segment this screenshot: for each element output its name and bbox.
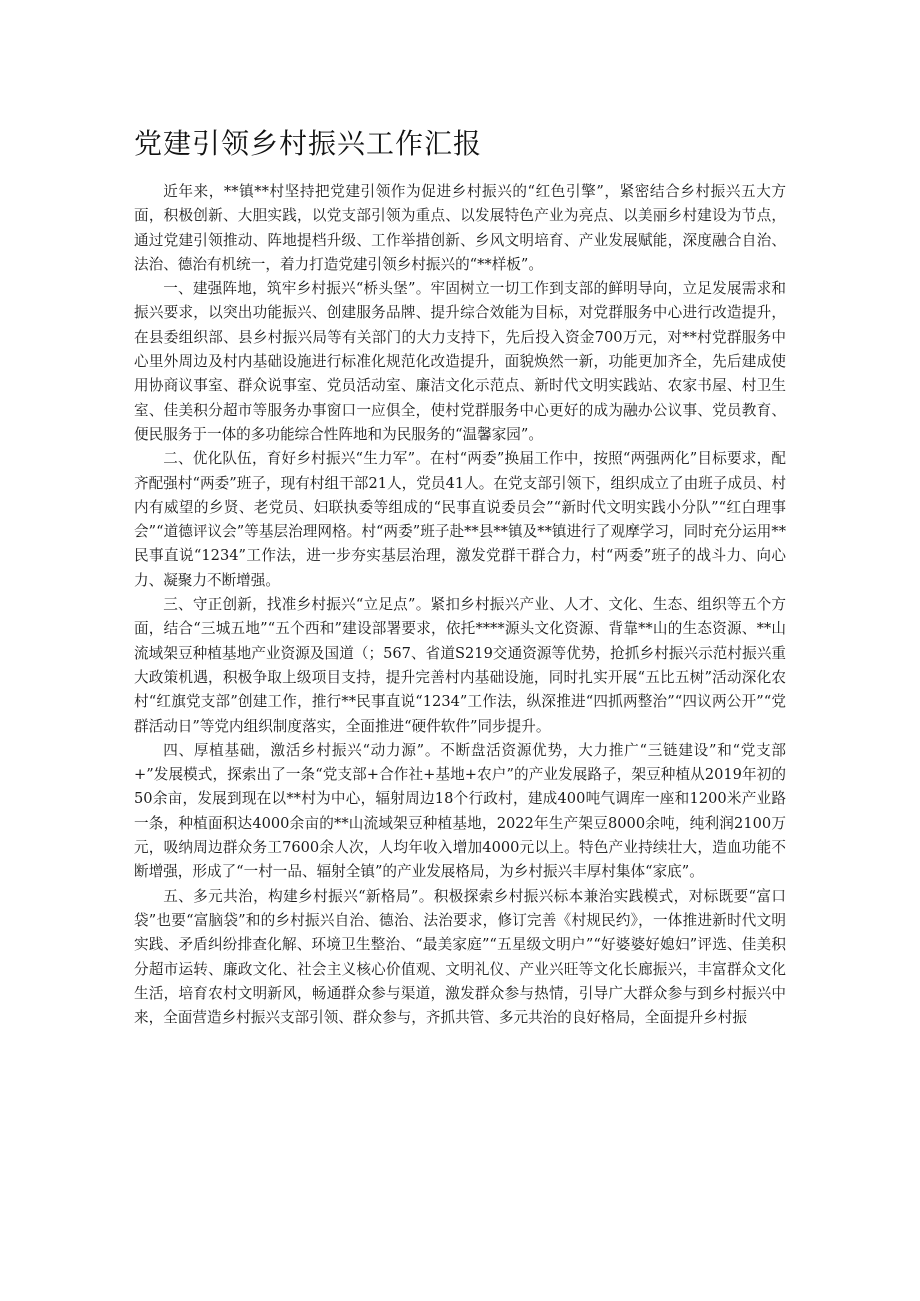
- paragraph-section-3: 三、守正创新，找准乡村振兴“立足点”。紧扣乡村振兴产业、人才、文化、生态、组织等五个方面，结合“三城五地”“五个西和”建设部署要求，依托****源头文化资源、背靠**山的生态资源、**山流域架豆种植基地产业资源及国道（；567、省道S219交通资源等优势，抢抓乡村振兴示范村振兴重大政策机遇，积极争取上级项目支持，提升完善村内基础设施，同时扎实开展“五比五树”活动深化农村“红旗党支部”创建工作，推行**民事直说“1234”工作法，纵深推进“四抓两整治”“四议两公开”“党群活动日”等党内组织制度落实，全面推进“硬件软件”同步提升。: [134, 596, 786, 735]
- paragraph-intro: 近年来，**镇**村坚持把党建引领作为促进乡村振兴的“红色引擎”，紧密结合乡村振兴五大方面，积极创新、大胆实践，以党支部引领为重点、以发展特色产业为亮点、以美丽乡村建设为节点，通过党建引领推动、阵地提档升级、工作举措创新、乡风文明培育、产业发展赋能，深度融合自治、法治、德治有机统一，着力打造党建引领乡村振兴的“**样板”。: [134, 183, 786, 273]
- paragraph-section-2: 二、优化队伍，育好乡村振兴“生力军”。在村“两委”换届工作中，按照“两强两化”目标要求，配齐配强村“两委”班子，现有村组干部21人，党员41人。在党支部引领下，组织成立了由班子成员、村内有威望的乡贤、老党员、妇联执委等组成的“民事直说委员会”“新时代文明实践小分队”“红白理事会”“道德评议会”等基层治理网格。村“两委”班子赴**县**镇及**镇进行了观摩学习，同时充分运用**民事直说“1234”工作法，进一步夯实基层治理，激发党群干群合力，村“两委”班子的战斗力、向心力、凝聚力不断增强。: [134, 450, 786, 589]
- document-body: [134, 180, 786, 1030]
- document-title: 党建引领乡村振兴工作汇报: [134, 127, 483, 160]
- paragraph-section-5: 五、多元共治，构建乡村振兴“新格局”。积极探索乡村振兴标本兼治实践模式，对标既要“富口袋”也要“富脑袋”和的乡村振兴自治、德治、法治要求，修订完善《村规民约》，一体推进新时代文明实践、矛盾纠纷排查化解、环境卫生整治、“最美家庭”“五星级文明户”“好婆婆好媳妇”评选、佳美积分超市运转、廉政文化、社会主义核心价值观、文明礼仪、产业兴旺等文化长廊振兴，丰富群众文化生活，培育农村文明新风，畅通群众参与渠道，激发群众参与热情，引导广大群众参与到乡村振兴中来，全面营造乡村振兴支部引领、群众参与，齐抓共管、多元共治的良好格局，全面提升乡村振: [134, 887, 786, 1027]
- paragraph-section-4: 四、厚植基础，激活乡村振兴“动力源”。不断盘活资源优势，大力推广“三链建设”和“党支部+”发展模式，探索出了一条“党支部+合作社+基地+农户”的产业发展路子，架豆种植从2019年初的50余亩，发展到现在以**村为中心，辐射周边18个行政村，建成400吨气调库一座和1200米产业路一条，种植面积达4000余亩的**山流域架豆种植基地，2022年生产架豆8000余吨，纯利润2100万元，吸纳周边群众务工7600余人次，人均年收入增加4000元以上。特色产业持续壮大，造血功能不断增强，形成了“一村一品、辐射全镇”的产业发展格局，为乡村振兴丰厚村集体“家底”。: [134, 741, 786, 881]
- paragraph-section-1: 一、建强阵地，筑牢乡村振兴“桥头堡”。牢固树立一切工作到支部的鲜明导向，立足发展需求和振兴要求，以突出功能振兴、创建服务品牌、提升综合效能为目标，对党群服务中心进行改造提升，在县委组织部、县乡村振兴局等有关部门的大力支持下，先后投入资金700万元，对**村党群服务中心里外周边及村内基础设施进行标准化规范化改造提升，面貌焕然一新，功能更加齐全，先后建成使用协商议事室、群众说事室、党员活动室、廉洁文化示范点、新时代文明实践站、农家书屋、村卫生室、佳美积分超市等服务办事窗口一应俱全，使村党群服务中心更好的成为融办公议事、党员教育、便民服务于一体的多功能综合性阵地和为民服务的“温馨家园”。: [134, 280, 786, 443]
